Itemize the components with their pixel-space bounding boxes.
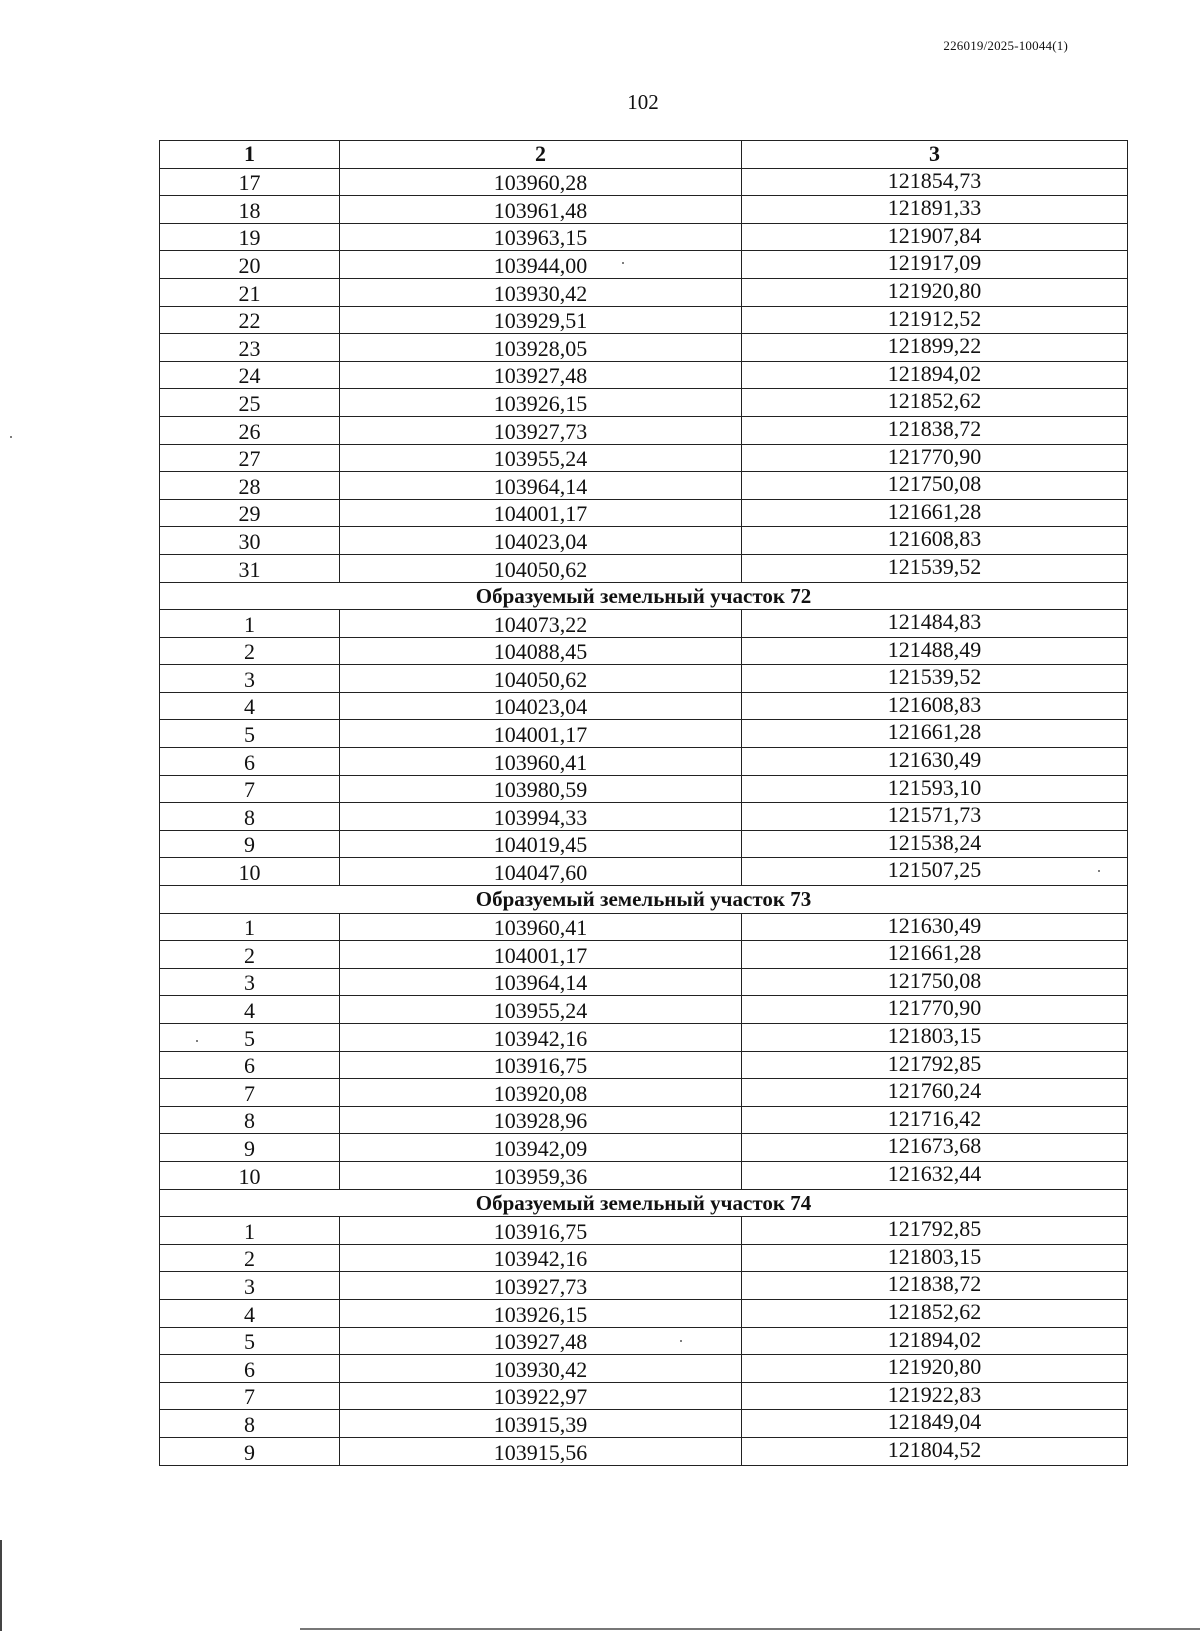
x-coordinate-cell: 103964,14 bbox=[340, 968, 742, 996]
x-coordinate-cell: 103926,15 bbox=[340, 1299, 742, 1327]
scan-speck bbox=[622, 262, 624, 264]
x-coordinate-cell: 103916,75 bbox=[340, 1217, 742, 1245]
y-coordinate-cell: 121907,84 bbox=[742, 223, 1128, 251]
point-number-cell: 2 bbox=[160, 941, 340, 969]
x-coordinate-cell: 103928,96 bbox=[340, 1106, 742, 1134]
y-coordinate-cell: 121632,44 bbox=[742, 1161, 1128, 1189]
document-registration-number: 226019/2025-10044(1) bbox=[943, 38, 1068, 53]
point-number-cell: 8 bbox=[160, 1410, 340, 1438]
x-coordinate-cell: 104073,22 bbox=[340, 610, 742, 638]
y-coordinate-cell: 121661,28 bbox=[742, 941, 1128, 969]
x-coordinate-cell: 104050,62 bbox=[340, 554, 742, 582]
point-number-cell: 6 bbox=[160, 1051, 340, 1079]
table-row bbox=[160, 278, 1128, 306]
table-row bbox=[160, 610, 1128, 638]
y-coordinate-cell: 121899,22 bbox=[742, 334, 1128, 362]
y-coordinate-cell: 121770,90 bbox=[742, 444, 1128, 472]
point-number-cell: 8 bbox=[160, 803, 340, 831]
point-number-cell: 10 bbox=[160, 1161, 340, 1189]
point-number-cell: 4 bbox=[160, 1299, 340, 1327]
x-coordinate-cell: 103930,42 bbox=[340, 278, 742, 306]
y-coordinate-cell: 121507,25 bbox=[742, 858, 1128, 886]
table-row bbox=[160, 1161, 1128, 1189]
scan-speck bbox=[1098, 870, 1100, 872]
point-number-cell: 5 bbox=[160, 1024, 340, 1052]
column-header-x: 2 bbox=[340, 141, 742, 169]
y-coordinate-cell: 121593,10 bbox=[742, 775, 1128, 803]
point-number-cell: 22 bbox=[160, 306, 340, 334]
x-coordinate-cell: 103955,24 bbox=[340, 444, 742, 472]
x-coordinate-cell: 104019,45 bbox=[340, 830, 742, 858]
y-coordinate-cell: 121854,73 bbox=[742, 168, 1128, 196]
table-row bbox=[160, 1217, 1128, 1245]
point-number-cell: 5 bbox=[160, 720, 340, 748]
y-coordinate-cell: 121608,83 bbox=[742, 527, 1128, 555]
point-number-cell: 9 bbox=[160, 1437, 340, 1465]
scan-speck bbox=[680, 1340, 682, 1342]
point-number-cell: 23 bbox=[160, 334, 340, 362]
table-row bbox=[160, 196, 1128, 224]
y-coordinate-cell: 121630,49 bbox=[742, 748, 1128, 776]
point-number-cell: 18 bbox=[160, 196, 340, 224]
table-row bbox=[160, 748, 1128, 776]
x-coordinate-cell: 103960,41 bbox=[340, 913, 742, 941]
y-coordinate-cell: 121804,52 bbox=[742, 1437, 1128, 1465]
y-coordinate-cell: 121920,80 bbox=[742, 278, 1128, 306]
table-row bbox=[160, 389, 1128, 417]
table-row bbox=[160, 941, 1128, 969]
x-coordinate-cell: 103916,75 bbox=[340, 1051, 742, 1079]
table-row bbox=[160, 306, 1128, 334]
point-number-cell: 7 bbox=[160, 1079, 340, 1107]
column-header-point: 1 bbox=[160, 141, 340, 169]
table-row bbox=[160, 1079, 1128, 1107]
point-number-cell: 20 bbox=[160, 251, 340, 279]
y-coordinate-cell: 121770,90 bbox=[742, 996, 1128, 1024]
x-coordinate-cell: 103942,09 bbox=[340, 1134, 742, 1162]
point-number-cell: 28 bbox=[160, 472, 340, 500]
x-coordinate-cell: 103959,36 bbox=[340, 1161, 742, 1189]
point-number-cell: 4 bbox=[160, 692, 340, 720]
y-coordinate-cell: 121539,52 bbox=[742, 665, 1128, 693]
scan-edge-mark bbox=[0, 1540, 2, 1631]
point-number-cell: 8 bbox=[160, 1106, 340, 1134]
point-number-cell: 1 bbox=[160, 1217, 340, 1245]
x-coordinate-cell: 104023,04 bbox=[340, 692, 742, 720]
y-coordinate-cell: 121849,04 bbox=[742, 1410, 1128, 1438]
x-coordinate-cell: 103964,14 bbox=[340, 472, 742, 500]
table-row bbox=[160, 499, 1128, 527]
y-coordinate-cell: 121917,09 bbox=[742, 251, 1128, 279]
point-number-cell: 10 bbox=[160, 858, 340, 886]
y-coordinate-cell: 121608,83 bbox=[742, 692, 1128, 720]
x-coordinate-cell: 103915,39 bbox=[340, 1410, 742, 1438]
x-coordinate-cell: 104047,60 bbox=[340, 858, 742, 886]
table-row bbox=[160, 775, 1128, 803]
table-row bbox=[160, 416, 1128, 444]
x-coordinate-cell: 104023,04 bbox=[340, 527, 742, 555]
x-coordinate-cell: 103920,08 bbox=[340, 1079, 742, 1107]
y-coordinate-cell: 121852,62 bbox=[742, 1299, 1128, 1327]
x-coordinate-cell: 103915,56 bbox=[340, 1437, 742, 1465]
point-number-cell: 6 bbox=[160, 1355, 340, 1383]
y-coordinate-cell: 121891,33 bbox=[742, 196, 1128, 224]
table-row bbox=[160, 1327, 1128, 1355]
table-row bbox=[160, 251, 1128, 279]
x-coordinate-cell: 103980,59 bbox=[340, 775, 742, 803]
table-row bbox=[160, 913, 1128, 941]
x-coordinate-cell: 103960,28 bbox=[340, 168, 742, 196]
point-number-cell: 29 bbox=[160, 499, 340, 527]
point-number-cell: 9 bbox=[160, 1134, 340, 1162]
section-title: Образуемый земельный участок 72 bbox=[160, 582, 1128, 610]
y-coordinate-cell: 121538,24 bbox=[742, 830, 1128, 858]
x-coordinate-cell: 103930,42 bbox=[340, 1355, 742, 1383]
table-row bbox=[160, 1024, 1128, 1052]
point-number-cell: 3 bbox=[160, 1272, 340, 1300]
x-coordinate-cell: 103960,41 bbox=[340, 748, 742, 776]
point-number-cell: 7 bbox=[160, 775, 340, 803]
table-row bbox=[160, 637, 1128, 665]
y-coordinate-cell: 121803,15 bbox=[742, 1024, 1128, 1052]
table-row bbox=[160, 803, 1128, 831]
x-coordinate-cell: 103927,73 bbox=[340, 1272, 742, 1300]
table-row bbox=[160, 720, 1128, 748]
y-coordinate-cell: 121750,08 bbox=[742, 968, 1128, 996]
point-number-cell: 7 bbox=[160, 1382, 340, 1410]
x-coordinate-cell: 104001,17 bbox=[340, 499, 742, 527]
table-row bbox=[160, 1410, 1128, 1438]
table-row bbox=[160, 554, 1128, 582]
y-coordinate-cell: 121922,83 bbox=[742, 1382, 1128, 1410]
scan-speck bbox=[10, 436, 12, 438]
point-number-cell: 19 bbox=[160, 223, 340, 251]
y-coordinate-cell: 121792,85 bbox=[742, 1217, 1128, 1245]
page-number: 102 bbox=[627, 90, 659, 114]
point-number-cell: 31 bbox=[160, 554, 340, 582]
point-number-cell: 6 bbox=[160, 748, 340, 776]
y-coordinate-cell: 121661,28 bbox=[742, 499, 1128, 527]
y-coordinate-cell: 121539,52 bbox=[742, 554, 1128, 582]
table-row bbox=[160, 858, 1128, 886]
x-coordinate-cell: 103927,48 bbox=[340, 361, 742, 389]
table-row bbox=[160, 1106, 1128, 1134]
x-coordinate-cell: 103922,97 bbox=[340, 1382, 742, 1410]
coordinates-table bbox=[159, 140, 1128, 1466]
table-row bbox=[160, 1272, 1128, 1300]
y-coordinate-cell: 121792,85 bbox=[742, 1051, 1128, 1079]
point-number-cell: 1 bbox=[160, 610, 340, 638]
scan-speck bbox=[196, 1040, 198, 1042]
y-coordinate-cell: 121894,02 bbox=[742, 361, 1128, 389]
coordinates-table-body bbox=[160, 141, 1128, 1466]
section-title-row bbox=[160, 1189, 1128, 1217]
y-coordinate-cell: 121894,02 bbox=[742, 1327, 1128, 1355]
x-coordinate-cell: 104050,62 bbox=[340, 665, 742, 693]
y-coordinate-cell: 121838,72 bbox=[742, 1272, 1128, 1300]
x-coordinate-cell: 103927,73 bbox=[340, 416, 742, 444]
point-number-cell: 24 bbox=[160, 361, 340, 389]
x-coordinate-cell: 103961,48 bbox=[340, 196, 742, 224]
x-coordinate-cell: 103928,05 bbox=[340, 334, 742, 362]
y-coordinate-cell: 121912,52 bbox=[742, 306, 1128, 334]
y-coordinate-cell: 121673,68 bbox=[742, 1134, 1128, 1162]
section-title-row bbox=[160, 582, 1128, 610]
table-row bbox=[160, 996, 1128, 1024]
y-coordinate-cell: 121571,73 bbox=[742, 803, 1128, 831]
point-number-cell: 25 bbox=[160, 389, 340, 417]
y-coordinate-cell: 121630,49 bbox=[742, 913, 1128, 941]
x-coordinate-cell: 103944,00 bbox=[340, 251, 742, 279]
table-row bbox=[160, 1382, 1128, 1410]
table-row bbox=[160, 527, 1128, 555]
x-coordinate-cell: 103942,16 bbox=[340, 1244, 742, 1272]
x-coordinate-cell: 103955,24 bbox=[340, 996, 742, 1024]
table-row bbox=[160, 472, 1128, 500]
table-row bbox=[160, 361, 1128, 389]
table-row bbox=[160, 665, 1128, 693]
section-title: Образуемый земельный участок 73 bbox=[160, 886, 1128, 914]
x-coordinate-cell: 103927,48 bbox=[340, 1327, 742, 1355]
point-number-cell: 27 bbox=[160, 444, 340, 472]
table-row bbox=[160, 1437, 1128, 1465]
point-number-cell: 3 bbox=[160, 968, 340, 996]
x-coordinate-cell: 104088,45 bbox=[340, 637, 742, 665]
y-coordinate-cell: 121803,15 bbox=[742, 1244, 1128, 1272]
point-number-cell: 17 bbox=[160, 168, 340, 196]
y-coordinate-cell: 121920,80 bbox=[742, 1355, 1128, 1383]
point-number-cell: 9 bbox=[160, 830, 340, 858]
table-row bbox=[160, 168, 1128, 196]
table-row bbox=[160, 1051, 1128, 1079]
y-coordinate-cell: 121488,49 bbox=[742, 637, 1128, 665]
point-number-cell: 30 bbox=[160, 527, 340, 555]
scan-bottom-line bbox=[300, 1628, 1200, 1630]
y-coordinate-cell: 121852,62 bbox=[742, 389, 1128, 417]
point-number-cell: 5 bbox=[160, 1327, 340, 1355]
x-coordinate-cell: 104001,17 bbox=[340, 941, 742, 969]
y-coordinate-cell: 121716,42 bbox=[742, 1106, 1128, 1134]
x-coordinate-cell: 103926,15 bbox=[340, 389, 742, 417]
table-row bbox=[160, 1355, 1128, 1383]
y-coordinate-cell: 121484,83 bbox=[742, 610, 1128, 638]
table-row bbox=[160, 830, 1128, 858]
column-header-y: 3 bbox=[742, 141, 1128, 169]
table-header-row bbox=[160, 141, 1128, 169]
table-row bbox=[160, 334, 1128, 362]
x-coordinate-cell: 104001,17 bbox=[340, 720, 742, 748]
point-number-cell: 21 bbox=[160, 278, 340, 306]
x-coordinate-cell: 103942,16 bbox=[340, 1024, 742, 1052]
x-coordinate-cell: 103929,51 bbox=[340, 306, 742, 334]
point-number-cell: 1 bbox=[160, 913, 340, 941]
x-coordinate-cell: 103963,15 bbox=[340, 223, 742, 251]
x-coordinate-cell: 103994,33 bbox=[340, 803, 742, 831]
point-number-cell: 3 bbox=[160, 665, 340, 693]
section-title: Образуемый земельный участок 74 bbox=[160, 1189, 1128, 1217]
y-coordinate-cell: 121661,28 bbox=[742, 720, 1128, 748]
y-coordinate-cell: 121838,72 bbox=[742, 416, 1128, 444]
table-row bbox=[160, 1134, 1128, 1162]
point-number-cell: 2 bbox=[160, 637, 340, 665]
section-title-row bbox=[160, 886, 1128, 914]
table-row bbox=[160, 692, 1128, 720]
table-row bbox=[160, 1244, 1128, 1272]
y-coordinate-cell: 121760,24 bbox=[742, 1079, 1128, 1107]
point-number-cell: 26 bbox=[160, 416, 340, 444]
point-number-cell: 2 bbox=[160, 1244, 340, 1272]
table-row bbox=[160, 968, 1128, 996]
table-row bbox=[160, 444, 1128, 472]
table-row bbox=[160, 223, 1128, 251]
point-number-cell: 4 bbox=[160, 996, 340, 1024]
table-row bbox=[160, 1299, 1128, 1327]
y-coordinate-cell: 121750,08 bbox=[742, 472, 1128, 500]
